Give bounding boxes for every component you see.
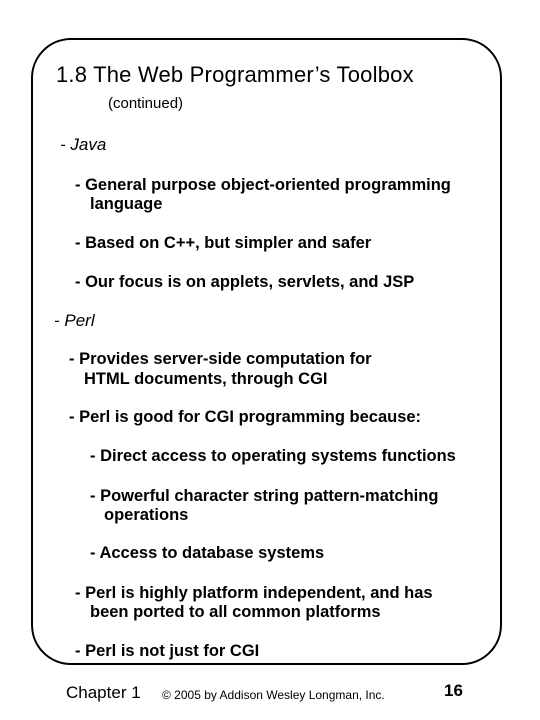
- footer-chapter: Chapter 1: [66, 683, 141, 702]
- footer-page-number: 16: [444, 681, 463, 700]
- footer-copyright: © 2005 by Addison Wesley Longman, Inc.: [162, 688, 385, 702]
- perl-item-2: - Perl is good for CGI programming because:: [69, 408, 422, 426]
- perl-item-1-line-2: HTML documents, through CGI: [84, 370, 328, 388]
- perl-reason-1: - Direct access to operating systems functions: [90, 447, 456, 465]
- perl-item-4: - Perl is not just for CGI: [75, 642, 260, 660]
- perl-item-1-line-1: - Provides server-side computation for: [69, 350, 372, 368]
- slide-title: 1.8 The Web Programmer’s Toolbox: [56, 62, 414, 87]
- perl-reason-2-line-1: - Powerful character string pattern-matching: [90, 487, 439, 505]
- slide-subtitle: (continued): [108, 95, 184, 112]
- perl-item-3-line-1: - Perl is highly platform independent, and has: [75, 584, 433, 602]
- java-item-2: - Based on C++, but simpler and safer: [75, 234, 372, 252]
- java-heading: - Java: [60, 135, 107, 154]
- perl-item-3-line-2: been ported to all common platforms: [90, 603, 381, 621]
- java-item-1-line-1: - General purpose object-oriented programming: [75, 176, 451, 194]
- perl-reason-2-line-2: operations: [104, 506, 189, 524]
- java-item-3: - Our focus is on applets, servlets, and JSP: [75, 273, 415, 291]
- perl-reason-3: - Access to database systems: [90, 544, 325, 562]
- perl-heading: - Perl: [54, 311, 95, 330]
- java-item-1-line-2: language: [90, 195, 163, 213]
